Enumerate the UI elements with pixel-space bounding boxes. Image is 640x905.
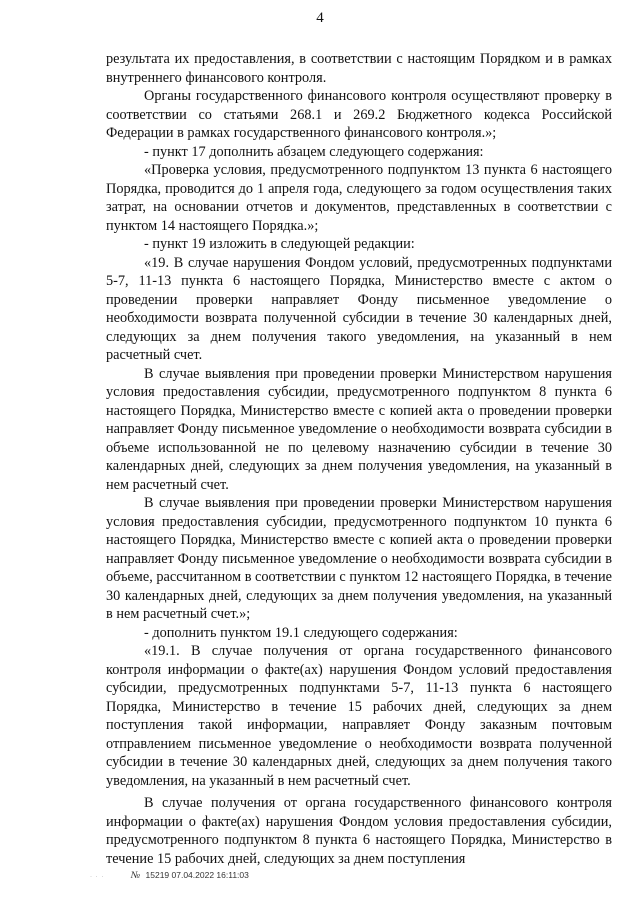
paragraph: - пункт 17 дополнить абзацем следующего содержания: <box>144 143 484 160</box>
paragraph: «Проверка условия, предусмотренного подпунктом 13 пункта 6 настоящего Порядка, проводится до 1 апреля года, следующего за годом осуществления таких затрат, на основании отчетов и документов, представленных в соответствии с пунктом 14 настоящего Порядка.»; <box>106 162 612 234</box>
paragraph: В случае получения от органа государственного финансового контроля информации о факте(ах) нарушения Фондом условия предоставления субсидии, предусмотренного подпунктом 8 пункта 6 настоящего Порядка, Министерство в течение 15 рабочих дней, следующих за днем поступления <box>106 795 612 867</box>
paragraph: «19.1. В случае получения от органа государственного финансового контроля информации о факте(ах) нарушения Фондом условий предоставления субсидии, предусмотренных подпунктами 5-7, 11-13 пункта 6 настоящего Порядка, Министерство в течение 15 рабочих дней, следующих за днем поступления такой информации, направляет Фонду заказным почтовым отправлением письменное уведомление о необходимости возврата полученной субсидии в течение 30 календарных дней, следующих за днем получения такого уведомления, на указанный в нем расчетный счет. <box>106 643 612 789</box>
document-body <box>106 50 612 868</box>
paragraph: - дополнить пунктом 19.1 следующего содержания: <box>144 624 458 641</box>
document-footer <box>90 870 249 881</box>
paragraph: «19. В случае нарушения Фондом условий, предусмотренных подпунктами 5-7, 11-13 пункта 6 настоящего Порядка, Министерство вместе с актом о проведении проверки направляет Фонду письменное уведомление о необходимости возврата полученной субсидии в течение 30 календарных дней, следующих за днем получения такого уведомления, на указанный в нем расчетный счет. <box>106 254 612 363</box>
paragraph: результата их предоставления, в соответствии с настоящим Порядком и в рамках внутреннего финансового контроля. <box>106 51 612 86</box>
registration-stamp: 15219 07.04.2022 16:11:03 <box>145 870 249 880</box>
page-number: 4 <box>316 10 324 26</box>
paragraph: В случае выявления при проведении проверки Министерством нарушения условия предоставления субсидии, предусмотренного подпунктом 10 пункта 6 настоящего Порядка, Министерство вместе с копией акта о проведении проверки направляет Фонду письменное уведомление о необходимости возврата субсидии в объеме, рассчитанном в соответствии с пунктом 12 настоящего Порядка, в течение 30 календарных дней, следующих за днем получения уведомления, на указанный в нем расчетный счет.»; <box>106 495 612 622</box>
paragraph: - пункт 19 изложить в следующей редакции: <box>144 236 415 252</box>
paragraph: Органы государственного финансового контроля осуществляют проверку в соответствии со статьями 268.1 и 269.2 Бюджетного кодекса Российской Федерации в рамках государственного финансового контроля.»; <box>106 88 612 141</box>
number-sign: № <box>130 870 141 881</box>
paragraph: В случае выявления при проведении проверки Министерством нарушения условия предоставления субсидии, предусмотренного подпунктом 8 пункта 6 настоящего Порядка, Министерство вместе с копией акта о проведении проверки направляет Фонду письменное уведомление о необходимости возврата субсидии в объеме использованной не по целевому назначению субсидии в течение 30 календарных дней, следующих за днем получения уведомления, на указанный в нем расчетный счет. <box>106 365 612 493</box>
scan-mark: · · · <box>90 874 105 880</box>
